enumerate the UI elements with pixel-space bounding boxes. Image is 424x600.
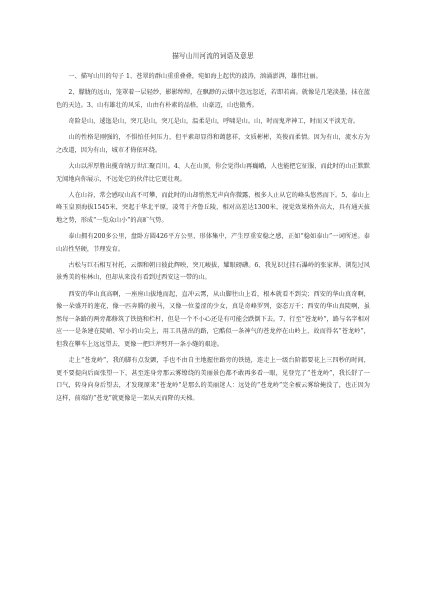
paragraph-5: 大山以浑厚胜出揽奇纳万世汇聚百川。4、人在山顶，你会觉得山再巍峨，人也能把它征服，而此时的山正默默无闻地向你展示，不远处它的伙伴比它更壮观。 [56, 162, 370, 183]
paragraph-4: 山的性格是刚强的，不惧怕任何压力，但平素却显得和蔼慈祥，文质彬彬，英俊而柔情。因为有山，流水方为之改道，因为有山，城市才倚依环绕。 [56, 134, 370, 154]
paragraph-10: 走上“苍龙岭”，我的脚有点发颤，手也不由自主地握住路旁的铁链，连走上一级台阶都要花上三四秒的时间，更不要提向后面张望一下，甚至连身旁那云雾缭绕的美丽景色都不敢再多看一眼，见登完了“苍龙岭”，我长舒了一口气，转身向身后望去，才发现原来“苍龙岭”是那么的美丽迷人：远处的“苍龙岭”完全被云雾给掩没了，也正因为这样，前端的“苍龙”就更像是一架从天而降的天梯。 [56, 357, 370, 402]
document-title: 描写山川河流的词语及意思 [172, 52, 254, 60]
paragraph-2: 2、朦胧的远山，笼罩着一层轻纱，影影绰绰，在飘渺的云烟中忽远忽近，若即若离。就像是几笔淡墨，抹在蓝色的天边。3、山有雄壮的风采，山由有朴素的品格，山豪迈，山也傲秀。 [56, 89, 370, 109]
paragraph-9: 西安的华山真高啊，一座座山拔地而起，直冲云霄，从山脚往山上看，根本就看不到尖；西安的华山真奇啊，像一朵盛开的莲花，像一匹奔腾的骏马，又像一位羞涩的少女，真是奇峰罗列，姿态万千；西安的华山真陡啊，虽然每一条路的两旁都修筑了铁链和栏杆，但是一个不小心还是有可能会跌倒下去。7、行至“苍龙岭”，路与名字相对应一一是条建在陡峭、窄小的山尖上，用工具凿出的路，它酷似一条神气的苍龙停在山岭上，故而得名“苍龙岭”，但我在攀车上远远望去，更像一把巨斧劈开一条小缝的艰途。 [56, 290, 370, 349]
paragraph-6: 人在山谷，常会感叹山高不可攀，而此时的山却悄然无声向你微露，极多人止从它的峰头悠然而下。5、泰山上峰玉皇顶海拔1545米，突起于华北平原，凌驾于齐鲁丘陵，相对高差达1300米，视觉效果格外高大，具有通天拔地之势，形成“一览众山小”的高旷气势。 [56, 191, 370, 224]
paragraph-1: 一、描写山川的句子 1、苍翠的群山重重叠叠，宛如海上起伏的波涛，汹涌澎湃，雄伟壮丽。 [68, 73, 322, 80]
paragraph-3: 奇险是山，逶迤是山，突兀是山，突兀是山，温柔是山，呼啸是山。山，时而鬼斧神工，时而又平淡无奇。 [68, 117, 360, 125]
paragraph-7: 泰山拥有200多公里，盘卧方圆426平方公里，形体集中，产生厚重安稳之感，正如“稳如泰山”一词所述。泰山岩性坚硬，节理发育。 [56, 233, 370, 253]
paragraph-8: 古松与巨石相互衬托，云烟和朝日彼此辉映，突兀峻拔，耀眼磅礴。6、我见识过挂石瀑岭的张家界，浏览过风景秀美的桂林山，但却从来没有看到过西安这一带的山。 [56, 261, 370, 282]
